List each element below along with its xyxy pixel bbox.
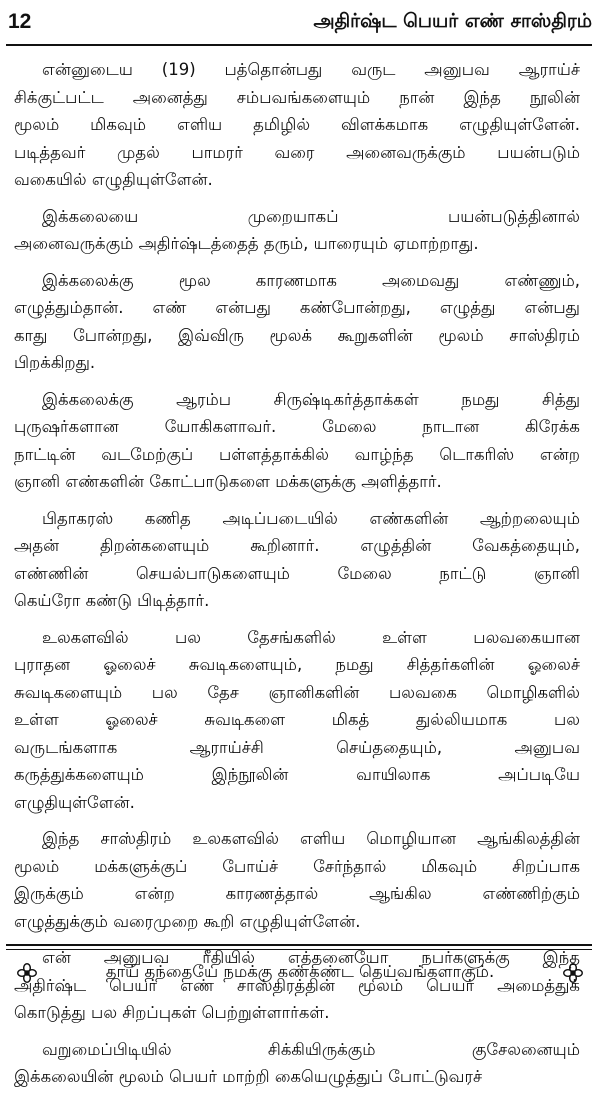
paragraph bbox=[14, 505, 580, 615]
paragraph bbox=[14, 267, 580, 377]
footer-rule-thick bbox=[6, 944, 592, 946]
footer-motto: தாய் தந்தையே நமக்கு கண்கண்ட தெய்வங்களாகும். bbox=[105, 962, 495, 981]
text-line: உலகளவில் பல தேசங்களில் உள்ள பலவகையான bbox=[42, 627, 580, 647]
text-line: அனைவருக்கும் அதிர்ஷ்டத்தைத் தரும், யாரையும் ஏமாற்றாது. bbox=[14, 234, 479, 253]
text-line: எழுத்தும்தான். எண் என்பது கண்போன்றது, எழுத்து என்பது bbox=[14, 298, 580, 317]
paragraph bbox=[14, 624, 580, 817]
text-line: எழுதியுள்ளேன். bbox=[14, 792, 135, 812]
text-line: ஞானி எண்களின் கோட்பாடுகளை மக்களுக்கு அளித்தார். bbox=[14, 472, 442, 491]
text-line: இந்த சாஸ்திரம் உலகளவில் எளிய மொழியான ஆங்கிலத்தின் bbox=[42, 829, 580, 848]
page-number: 12 bbox=[8, 10, 32, 33]
text-line: கொடுத்து பல சிறப்புகள் பெற்றுள்ளார்கள். bbox=[14, 1003, 330, 1022]
text-line: வகையில் எழுதியுள்ளேன். bbox=[14, 170, 213, 189]
flower-icon bbox=[562, 962, 584, 984]
text-line: அதிர்ஷ்ட பெயர் எண் சாஸ்திரத்தின் மூலம் பெயர் அமைத்துக் bbox=[14, 975, 580, 995]
text-line: எழுத்துக்கும் வரைமுறை கூறி எழுதியுள்ளேன். bbox=[14, 911, 361, 931]
text-line: இக்கலைக்கு ஆரம்ப சிருஷ்டிகர்த்தாக்கள் நமது சித்து bbox=[42, 389, 580, 409]
text-line: காது போன்றது, இவ்விரு மூலக் கூறுகளின் மூலம் சாஸ்திரம் bbox=[14, 325, 580, 345]
text-line: இக்கலையின் மூலம் பெயர் மாற்றி கையெழுத்துப் போட்டுவரச் bbox=[14, 1067, 483, 1086]
text-line: கெய்ரோ கண்டு பிடித்தார். bbox=[14, 591, 210, 610]
text-line: உள்ள ஓலைச் சுவடிகளை மிகத் துல்லியமாக பல bbox=[14, 710, 580, 729]
body-text bbox=[14, 56, 580, 1100]
text-line: சிக்குட்பட்ட அனைத்து சம்பவங்களையும் நான் இந்த நூலின் bbox=[14, 87, 580, 107]
paragraph bbox=[14, 825, 580, 935]
text-line: புருஷர்களான யோகிகளாவர். மேலை நாடான கிரேக்க bbox=[14, 417, 580, 436]
text-line: பிதாகரஸ் கணித அடிப்படையில் எண்களின் ஆற்றலையும் bbox=[42, 508, 580, 528]
page-header bbox=[0, 0, 600, 46]
text-line: வருடங்களாக ஆராய்ச்சி செய்ததையும், அனுபவ bbox=[14, 737, 580, 757]
paragraph bbox=[14, 386, 580, 496]
running-title: அதிர்ஷ்ட பெயர் எண் சாஸ்திரம் bbox=[313, 10, 592, 32]
paragraph bbox=[14, 203, 580, 258]
text-line: படித்தவர் முதல் பாமரர் வரை அனைவருக்கும் பயன்படும் bbox=[14, 142, 580, 162]
text-line: என் அனுபவ ரீதியில் எத்தனையோ நபர்களுக்கு இந்த bbox=[42, 948, 580, 967]
text-line: மூலம் மிகவும் எளிய தமிழில் விளக்கமாக எழுதியுள்ளேன். bbox=[14, 115, 580, 134]
footer-rule-thin bbox=[6, 949, 592, 950]
text-line: சுவடிகளையும் பல தேச ஞானிகளின் பலவகை மொழிகளில் bbox=[14, 682, 580, 702]
text-line: எண்ணின் செயல்பாடுகளையும் மேலை நாட்டு ஞானி bbox=[14, 563, 580, 583]
text-line: புராதன ஓலைச் சுவடிகளையும், நமது சித்தர்களின் ஓலைச் bbox=[14, 655, 580, 674]
text-line: வறுமைப்பிடியில் சிக்கியிருக்கும் குசேலனையும் bbox=[42, 1039, 580, 1059]
paragraph bbox=[14, 1036, 580, 1091]
text-line: இருக்கும் என்ற காரணத்தால் ஆங்கில எண்ணிற்கும் bbox=[14, 884, 580, 903]
page-footer bbox=[0, 954, 600, 990]
paragraph bbox=[14, 56, 580, 194]
header-rule bbox=[6, 44, 592, 46]
text-line: பிறக்கிறது. bbox=[14, 353, 96, 372]
text-line: கருத்துக்களையும் இந்நூலின் வாயிலாக அப்படியே bbox=[14, 765, 580, 784]
text-line: இக்கலைக்கு மூல காரணமாக அமைவது எண்ணும், bbox=[42, 270, 580, 290]
text-line: நாட்டின் வடமேற்குப் பள்ளத்தாக்கில் வாழ்ந்த டொகரிஸ் என்ற bbox=[14, 444, 580, 464]
text-line: என்னுடைய (19) பத்தொன்பது வருட அனுபவ ஆராய்ச் bbox=[42, 60, 580, 79]
text-line: இக்கலையை முறையாகப் பயன்படுத்தினால் bbox=[42, 206, 580, 226]
text-line: மூலம் மக்களுக்குப் போய்ச் சேர்ந்தால் மிகவும் சிறப்பாக bbox=[14, 856, 580, 876]
text-line: அதன் திறன்களையும் கூறினார். எழுத்தின் வேகத்தையும், bbox=[14, 536, 580, 555]
